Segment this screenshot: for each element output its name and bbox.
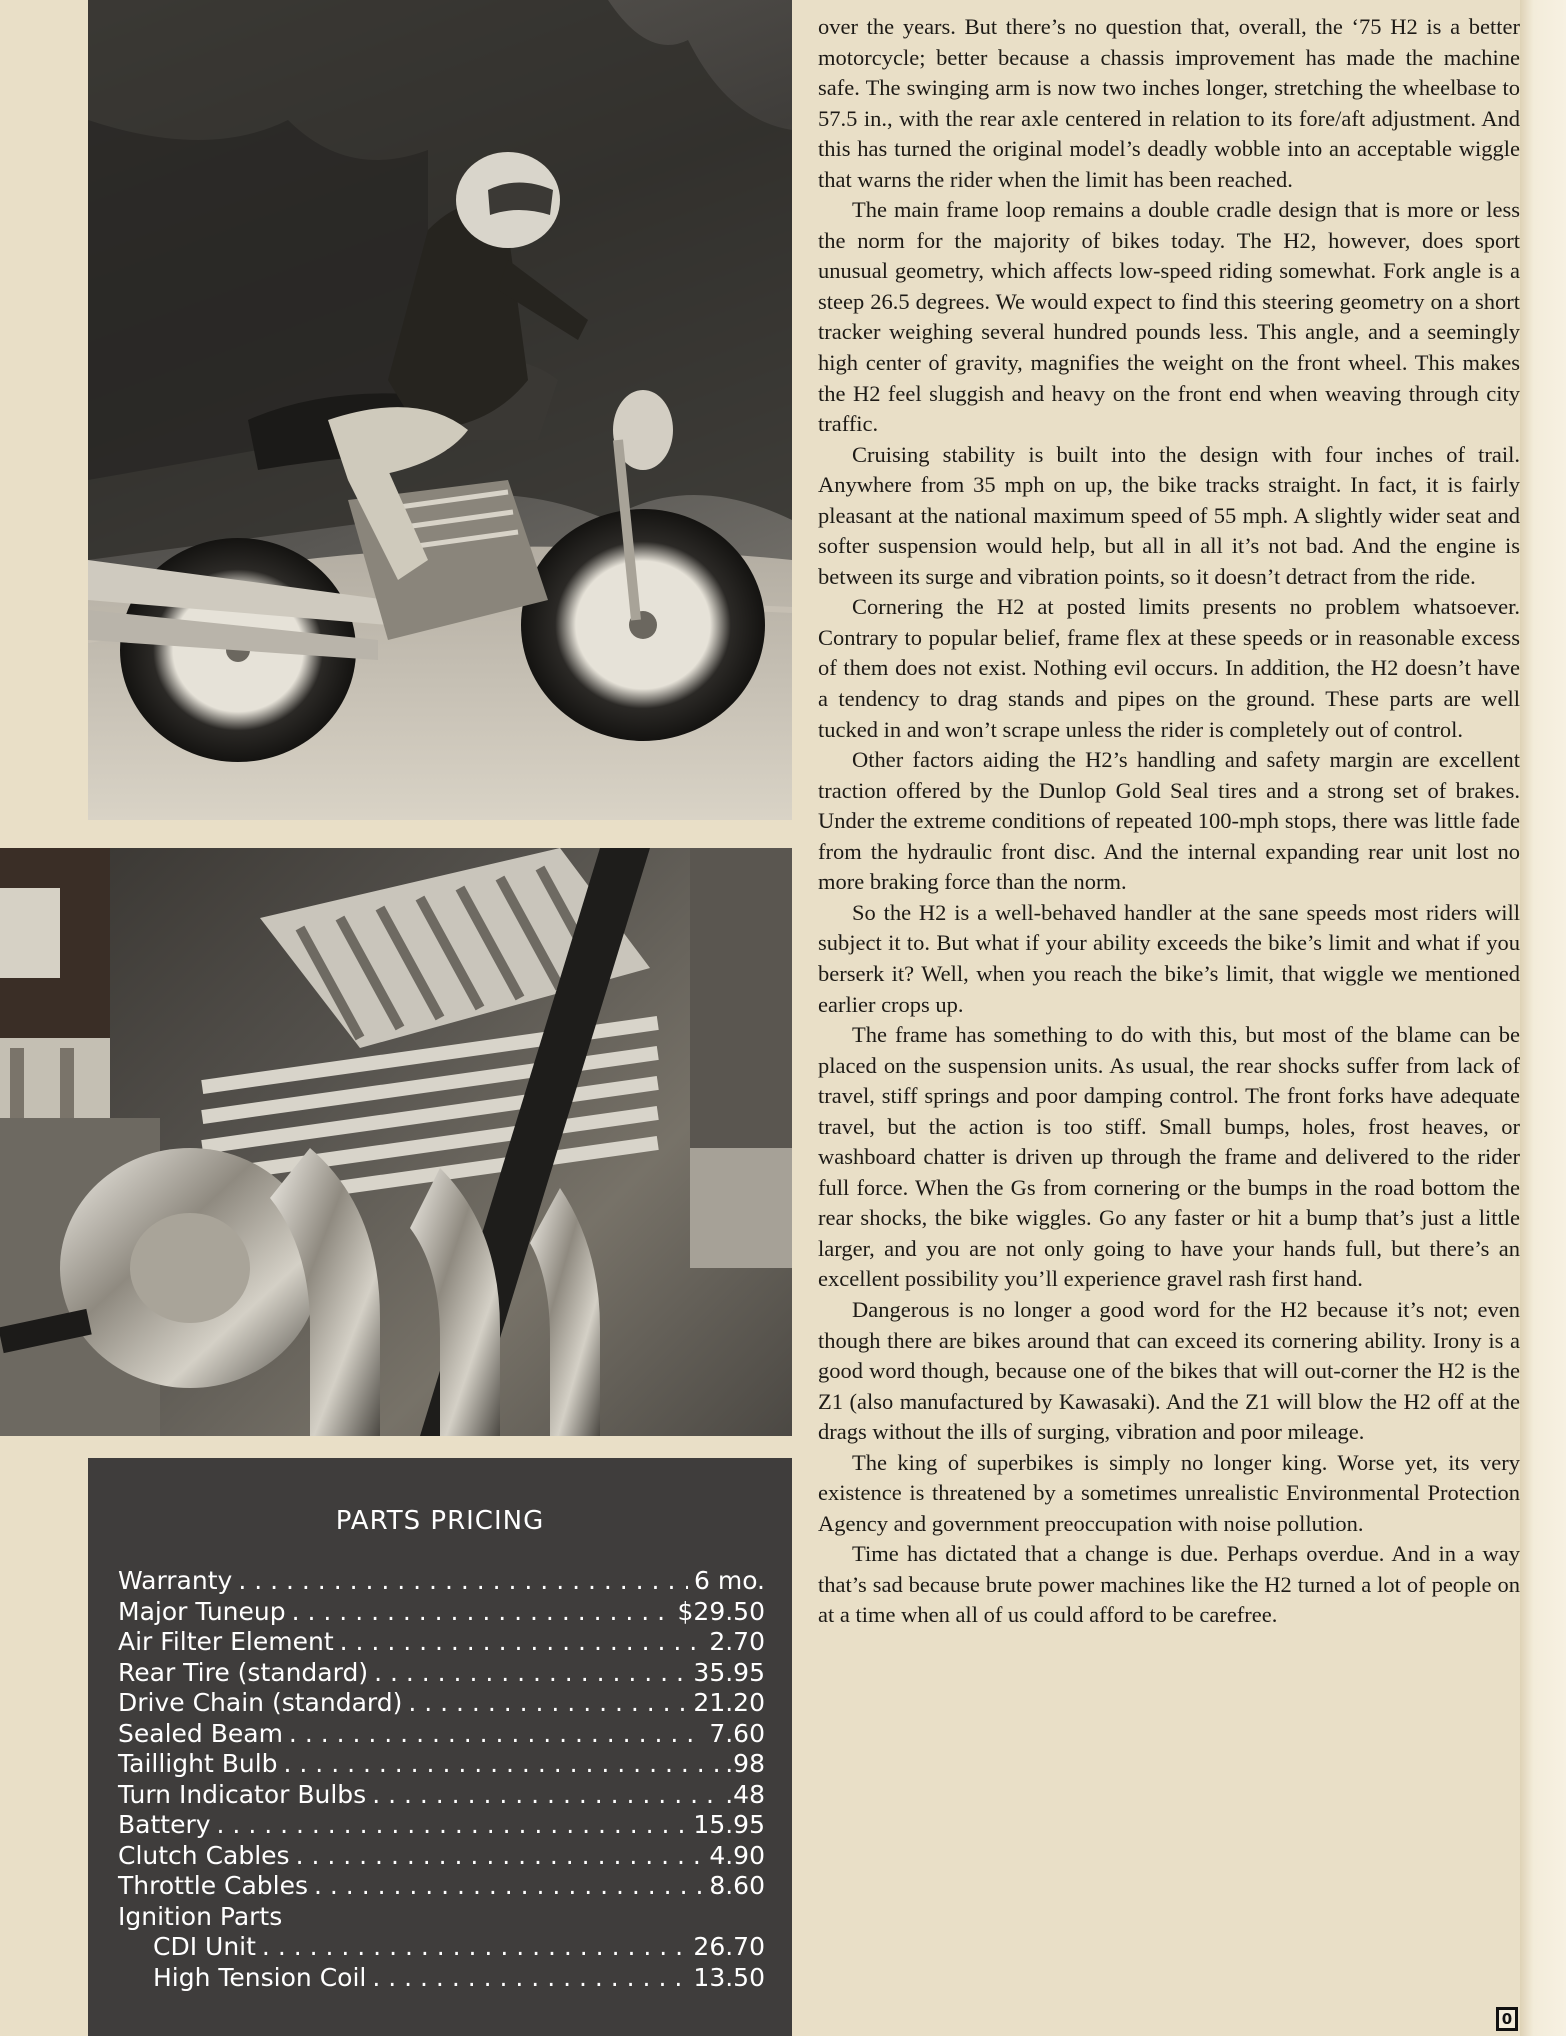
dot-leader [217, 1810, 688, 1840]
price-row [118, 1566, 765, 1597]
parts-pricing-title: PARTS PRICING [335, 1506, 545, 1536]
price-item-value: 6 mo. [693, 1566, 765, 1595]
engine-closeup-photo [0, 848, 792, 1436]
dot-leader [340, 1627, 704, 1657]
price-item-label: Major Tuneup [118, 1596, 286, 1626]
article-body [818, 12, 1520, 1631]
dot-leader [292, 1597, 672, 1627]
article-paragraph: over the years. But there’s no question that, overall, the ‘75 H2 is a better motorcycle; better because a chassis improvement has made the machine safe. The swinging arm is now two inches longer, stretching the wheelbase to 57.5 in., with the rear axle centered in relation to its fore/aft adjustment. And this has turned the original model’s deadly wobble into an acceptable wiggle that warns the rider when the limit has been reached. [818, 14, 1520, 192]
article-paragraph: Dangerous is no longer a good word for the H2 because it’s not; even though there are bikes around that can exceed its cornering ability. Irony is a good word though, because one of the bikes that will out-corner the H2 is the Z1 (also manufactured by Kawasaki). And the Z1 will blow the H2 off at the drags without the ills of surging, vibration and poor mileage. [818, 1296, 1520, 1445]
price-row [118, 1810, 765, 1841]
dot-leader [238, 1566, 688, 1596]
dot-leader [372, 1963, 687, 1993]
dot-leader [262, 1932, 688, 1962]
price-row [118, 1749, 765, 1780]
price-item-label: Throttle Cables [118, 1871, 309, 1900]
price-row [118, 1597, 765, 1628]
rider-cornering-illustration [88, 0, 792, 820]
price-item-label: CDI Unit [153, 1932, 256, 1961]
price-row [118, 1871, 765, 1902]
dot-leader [289, 1719, 703, 1749]
price-item-label: Taillight Bulb [118, 1749, 278, 1778]
price-item-label: Turn Indicator Bulbs [118, 1779, 367, 1809]
price-item-value: 13.50 [693, 1962, 765, 1992]
price-item-value: $29.50 [677, 1596, 765, 1626]
price-group-heading [118, 1902, 765, 1933]
page-edge [1520, 0, 1566, 2036]
price-item-value: 21.20 [693, 1688, 765, 1717]
price-item-label: Air Filter Element [118, 1627, 334, 1656]
dot-leader [296, 1841, 704, 1871]
dot-leader [314, 1871, 703, 1901]
price-row [118, 1841, 765, 1872]
article-paragraph: Cornering the H2 at posted limits presents no problem whatsoever. Contrary to popular belief, frame flex at these speeds or in reasonable excess of them does not exist. Nothing evil occurs. In addition, the H2 doesn’t have a tendency to drag stands and pipes on the ground. These parts are well tucked in and won’t scrape unless the rider is completely out of control. [818, 594, 1520, 742]
price-item-value: 8.60 [709, 1871, 765, 1900]
dot-leader [372, 1780, 719, 1810]
article-paragraph: The frame has something to do with this, but most of the blame can be placed on the suspension units. As usual, the rear shocks suffer from lack of travel, stiff springs and poor damping control. The front forks have adequate travel, but the action is too stiff. Small bumps, holes, frost heaves, or washboard chatter is driven up through the frame and delivered to the rider full force. When the Gs from cornering or the bumps in the road bottom the rear shocks, the bike wiggles. Go any faster or hit a bump that’s just a little larger, and you are not only going to have your hands full, but there’s an excellent possibility you’ll experience gravel rash first hand. [818, 1022, 1520, 1292]
price-item-label: Warranty [118, 1566, 233, 1595]
article-paragraph: So the H2 is a well-behaved handler at the sane speeds most riders will subject it to. But what if your ability exceeds the bike’s limit and what if you berserk it? Well, when you reach the bike’s limit, that wiggle we mentioned earlier crops up. [818, 899, 1520, 1017]
price-group-label: Ignition Parts [118, 1901, 283, 1931]
dot-leader [284, 1749, 720, 1779]
price-item-label: Sealed Beam [118, 1718, 283, 1748]
price-row [118, 1780, 765, 1811]
price-row [118, 1963, 765, 1994]
price-item-value: .98 [725, 1749, 765, 1778]
price-row [118, 1688, 765, 1719]
parts-pricing-list [118, 1566, 765, 1993]
price-item-value: 15.95 [693, 1810, 765, 1839]
price-item-value: .48 [725, 1779, 765, 1809]
price-item-value: 7.60 [709, 1718, 765, 1748]
article-paragraph: Time has dictated that a change is due. Perhaps overdue. And in a way that’s sad because brute power machines like the H2 turned a lot of people on at a time when all of us could afford to be carefree. [818, 1541, 1520, 1628]
end-of-article-mark: 0 [1496, 2007, 1518, 2031]
price-item-value: 35.95 [693, 1657, 765, 1687]
article-paragraph: Other factors aiding the H2’s handling and safety margin are excellent traction offered by the Dunlop Gold Seal tires and a strong set of brakes. Under the extreme conditions of repeated 100-mph stops, there was little fade from the hydraulic front disc. And the internal expanding rear unit lost no more braking force than the norm. [818, 747, 1520, 895]
dot-leader [408, 1688, 687, 1718]
price-row [118, 1932, 765, 1963]
price-item-label: Drive Chain (standard) [118, 1688, 403, 1717]
price-item-label: Battery [118, 1810, 211, 1839]
article-paragraph: The main frame loop remains a double cradle design that is more or less the norm for the majority of bikes today. The H2, however, does sport unusual geometry, which affects low-speed riding somewhat. Fork angle is a steep 26.5 degrees. We would expect to find this steering geometry on a short tracker weighing several hundred pounds less. This angle, and a seemingly high center of gravity, magnifies the weight on the front wheel. This makes the H2 feel sluggish and heavy on the front end when weaving through city traffic. [818, 197, 1520, 437]
price-row [118, 1627, 765, 1658]
rider-cornering-photo [88, 0, 792, 820]
dot-leader [374, 1658, 687, 1688]
article-paragraph: Cruising stability is built into the design with four inches of trail. Anywhere from 35 mph on up, the bike tracks straight. In fact, it is fairly pleasant at the national maximum speed of 55 mph. A slightly wider seat and softer suspension would help, but all in all it’s not bad. And the engine is between its surge and vibration points, so it doesn’t detract from the ride. [818, 441, 1520, 589]
price-item-value: 2.70 [709, 1627, 765, 1656]
price-item-label: High Tension Coil [153, 1962, 367, 1992]
price-row [118, 1658, 765, 1689]
price-row [118, 1719, 765, 1750]
price-item-value: 26.70 [693, 1932, 765, 1961]
article-paragraph: The king of superbikes is simply no longer king. Worse yet, its very existence is threatened by a sometimes unrealistic Environmental Protection Agency and government preoccupation with noise pollution. [818, 1449, 1520, 1536]
engine-closeup-illustration [0, 848, 792, 1436]
price-item-label: Clutch Cables [118, 1840, 290, 1870]
price-item-label: Rear Tire (standard) [118, 1657, 369, 1687]
parts-pricing-box [88, 1458, 792, 2036]
price-item-value: 4.90 [709, 1840, 765, 1870]
